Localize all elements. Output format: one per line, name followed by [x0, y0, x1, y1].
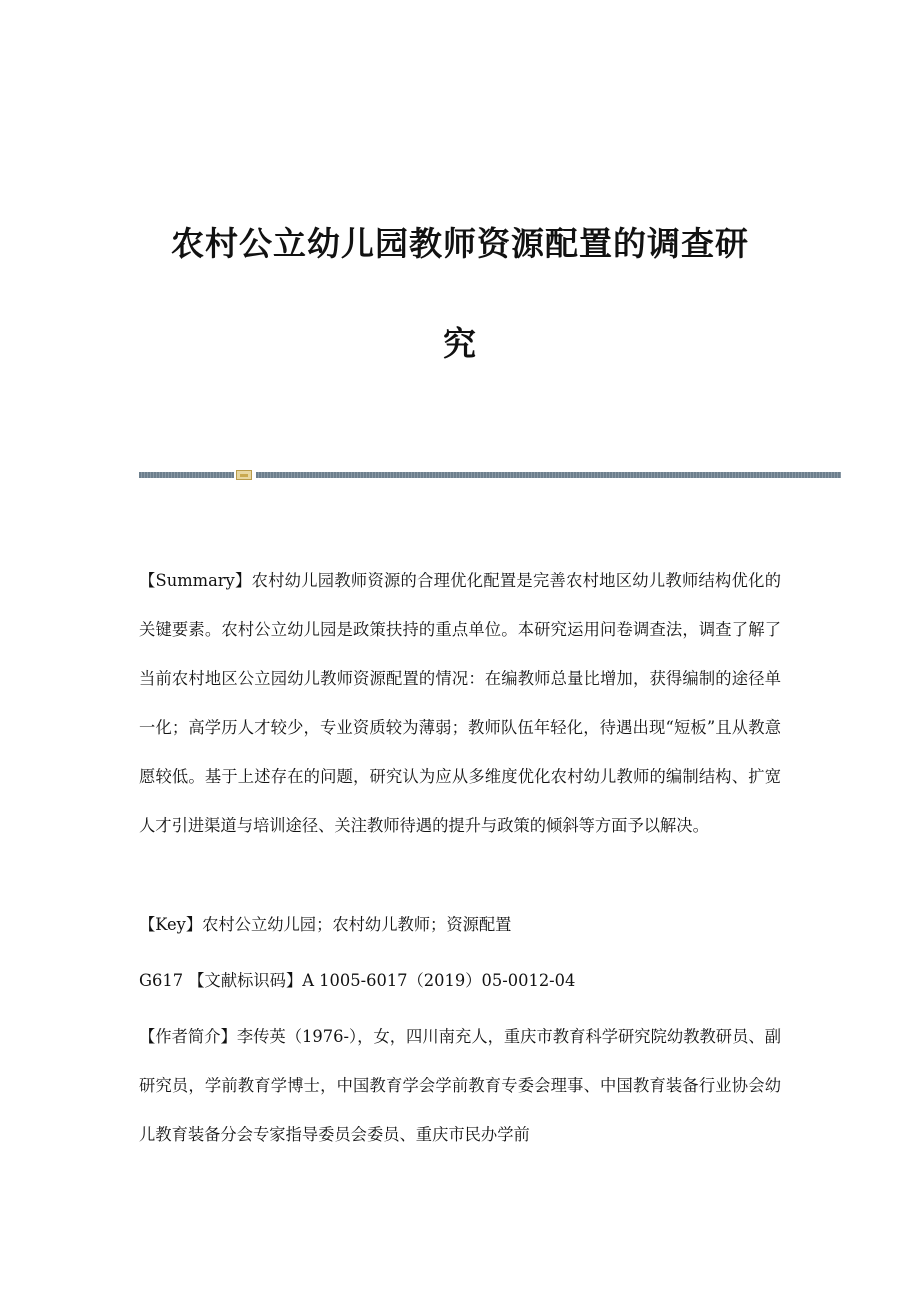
divider-bar-right — [256, 472, 841, 478]
author-introduction-paragraph: 【作者简介】李传英（1976-），女，四川南充人，重庆市教育科学研究院幼教教研员、副研究员，学前教育学博士，中国教育学会学前教育专委会理事、中国教育装备行业协会幼儿教育装备分会专家指导委员会委员、重庆市民办学前 — [139, 1027, 781, 1144]
divider-ornament-icon — [236, 470, 252, 480]
decorative-divider — [139, 470, 841, 480]
document-title-line-1: 农村公立幼儿园教师资源配置的调查研 — [171, 224, 749, 263]
keywords-paragraph: 【Key】农村公立幼儿园；农村幼儿教师；资源配置 — [139, 915, 512, 934]
classification-code-paragraph: G617 【文献标识码】A 1005-6017（2019）05-0012-04 — [139, 971, 576, 990]
document-title-line-2: 究 — [443, 324, 477, 363]
summary-paragraph: 【Summary】农村幼儿园教师资源的合理优化配置是完善农村地区幼儿教师结构优化的关键要素。农村公立幼儿园是政策扶持的重点单位。本研究运用问卷调查法，调查了解了当前农村地区公立园幼儿教师资源配置的情况：在编教师总量比增加，获得编制的途径单一化；高学历人才较少，专业资质较为薄弱；教师队伍年轻化，待遇出现“短板”且从教意愿较低。基于上述存在的问题，研究认为应从多维度优化农村幼儿教师的编制结构、扩宽人才引进渠道与培训途径、关注教师待遇的提升与政策的倾斜等方面予以解决。 — [139, 571, 781, 835]
divider-bar-left — [139, 472, 234, 478]
